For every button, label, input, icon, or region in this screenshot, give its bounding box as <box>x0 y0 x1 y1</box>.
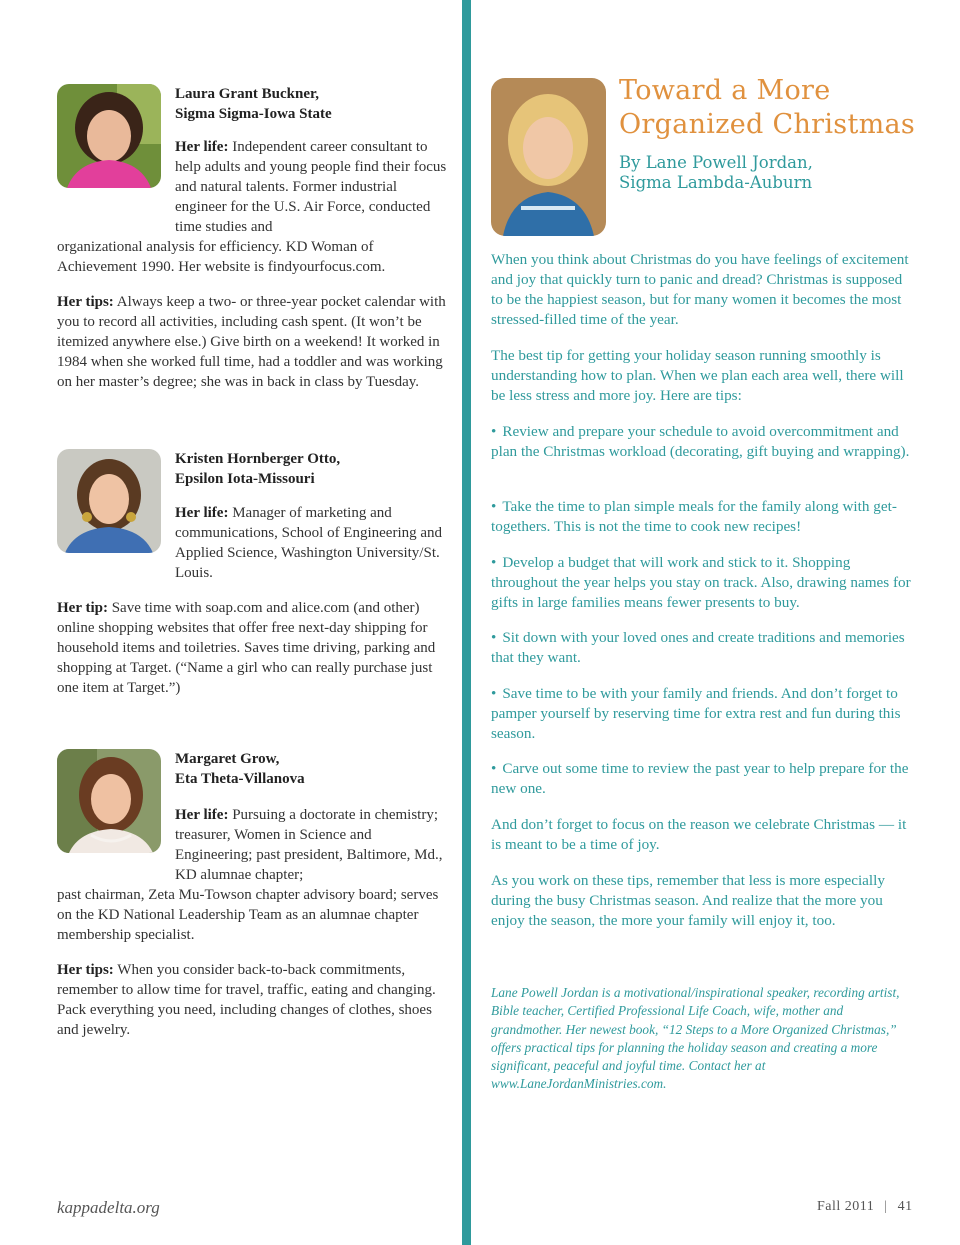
tips-paragraph: Her tip: Save time with soap.com and alice.com (and other) online shopping websites that offer free next-day shipping for household items and toiletries. Saves time driving, parking and shopping at Target. (“Name a girl who can really purchase just one item at Target.”) <box>57 600 436 696</box>
bullet-icon: • <box>491 423 497 440</box>
bullet-icon: • <box>491 629 497 646</box>
life-paragraph: Her life: Pursuing a doctorate in chemistry; treasurer, Women in Science and Engineering; past president, Baltimore, Md., KD alumnae chapter; <box>175 807 443 883</box>
tip-bullet: • Take the time to plan simple meals for the family along with get-togethers. This is not the time to cook new recipes! <box>491 498 897 535</box>
tips-paragraph: Her tips: Always keep a two- or three-year pocket calendar with you to record all activities, including cash spent. (It won’t be itemized anywhere else.) Give birth on a weekend! It worked in 1984 when she worked full time, had a toddler and was working on her master’s degree; she was in back in class by Tuesday. <box>57 294 446 390</box>
article-title: Toward a More Organized Christmas <box>619 75 916 140</box>
profile-margaret-grow <box>57 749 447 1049</box>
page-number: 41 <box>897 1199 913 1214</box>
bullet-icon: • <box>491 554 497 571</box>
column-divider-bar <box>462 0 471 1245</box>
article-paragraph: The best tip for getting your holiday season running smoothly is understanding how to plan. When we plan each area well, there will be less stress and more joy. Here are tips: <box>491 347 904 404</box>
profile-photo <box>57 749 161 853</box>
bullet-icon: • <box>491 760 497 777</box>
profile-name: Kristen Hornberger Otto, Epsilon Iota-Missouri <box>175 451 341 487</box>
life-paragraph-continued: organizational analysis for efficiency. KD Woman of Achievement 1990. Her website is findyourfocus.com. <box>57 239 386 275</box>
footer-issue-info <box>817 1199 913 1215</box>
tip-bullet: • Develop a budget that will work and stick to it. Shopping throughout the year helps you stay on track. Also, drawing names for gifts in large families means fewer presents to buy. <box>491 554 911 611</box>
portrait-image <box>57 84 161 188</box>
author-photo <box>491 78 606 236</box>
life-paragraph: Her life: Independent career consultant to help adults and young people find their focus and natural talents. Former industrial engineer for the U.S. Air Force, conducted time studies and <box>175 139 447 235</box>
article-byline: By Lane Powell Jordan, Sigma Lambda-Auburn <box>619 153 813 192</box>
author-bio: Lane Powell Jordan is a motivational/inspirational speaker, recording artist, Bible teacher, Certified Professional Life Coach, wife, mother and grandmother. Her newest book, “12 Steps to a More Organized Christmas,” offers practical tips for planning the holiday season and creating a more significant, peaceful and joyful time. Contact her at www.LaneJordanMinistries.com. <box>491 985 900 1092</box>
tips-paragraph: Her tips: When you consider back-to-back commitments, remember to allow time for travel, traffic, eating and changing. Pack everything you need, including changes of clothes, shoes and jewelry. <box>57 962 436 1038</box>
footer-site-url[interactable]: kappadelta.org <box>57 1198 160 1217</box>
tip-bullet: • Carve out some time to review the past year to help prepare for the new one. <box>491 760 909 797</box>
author-portrait-image <box>491 78 606 236</box>
article-intro: When you think about Christmas do you have feelings of excitement and joy that quickly turn to panic and dread? Christmas is supposed to be the happiest season, but for many women it becomes the most stressed-filled time of the year. <box>491 251 909 328</box>
profile-kristen-otto <box>57 449 447 699</box>
profile-photo <box>57 449 161 553</box>
profile-laura-buckner <box>57 84 447 414</box>
issue-label: Fall 2011 <box>817 1199 875 1214</box>
bullet-icon: • <box>491 685 497 702</box>
bullet-icon: • <box>491 498 497 515</box>
profile-name: Laura Grant Buckner, Sigma Sigma-Iowa State <box>175 86 332 122</box>
tip-bullet: • Review and prepare your schedule to avoid overcommitment and plan the Christmas workload (decorating, gift buying and wrapping). <box>491 423 910 460</box>
portrait-image <box>57 449 161 553</box>
article-paragraph: And don’t forget to focus on the reason we celebrate Christmas — it is meant to be a time of joy. <box>491 816 907 853</box>
life-paragraph-continued: past chairman, Zeta Mu-Towson chapter advisory board; serves on the KD National Leadership Team as an alumnae chapter membership specialist. <box>57 887 439 943</box>
profile-photo <box>57 84 161 188</box>
portrait-image <box>57 749 161 853</box>
footer-separator: | <box>884 1199 888 1214</box>
life-paragraph: Her life: Manager of marketing and communications, School of Engineering and Applied Science, Washington University/St. Louis. <box>175 505 443 581</box>
tip-bullet: • Sit down with your loved ones and create traditions and memories that they want. <box>491 629 905 666</box>
tip-bullet: • Save time to be with your family and friends. And don’t forget to pamper yourself by reserving time for extra rest and fun during this season. <box>491 685 901 742</box>
article-paragraph: As you work on these tips, remember that less is more especially during the busy Christmas season. And realize that the more you enjoy the season, the more your family will enjoy it, too. <box>491 872 885 929</box>
profile-name: Margaret Grow, Eta Theta-Villanova <box>175 751 305 787</box>
